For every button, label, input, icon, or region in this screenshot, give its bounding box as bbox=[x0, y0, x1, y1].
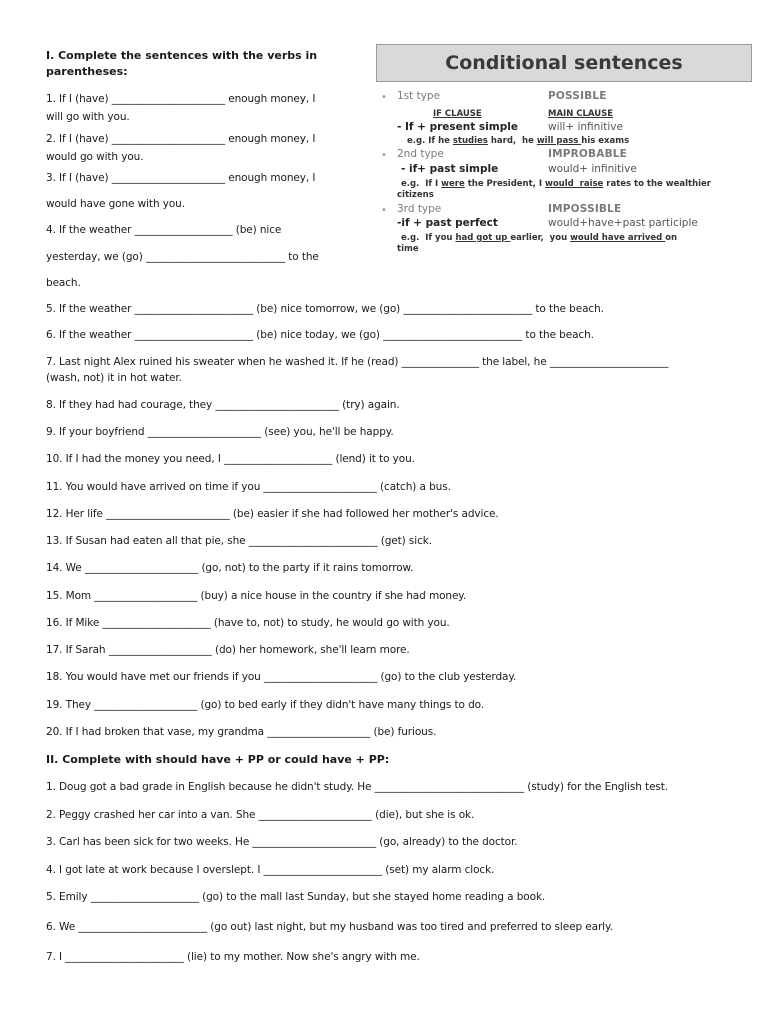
if-clause-header: IF CLAUSE bbox=[433, 109, 482, 119]
exercise-line: 7. Last night Alex ruined his sweater when he washed it. If he (read) _______________ the label, he _______________________ bbox=[46, 356, 669, 368]
third-type-label: 3rd type bbox=[397, 203, 442, 215]
bullet-icon: • bbox=[381, 150, 387, 161]
exercise-line: 12. Her life ________________________ (be) easier if she had followed her mother's advice. bbox=[46, 508, 499, 520]
exercise-line: 6. If the weather _______________________ (be) nice today, we (go) ___________________________ to the beach. bbox=[46, 329, 594, 341]
main-clause-header: MAIN CLAUSE bbox=[548, 109, 614, 119]
exercise-line: 5. Emily _____________________ (go) to the mall last Sunday, but she stayed home reading a book. bbox=[46, 891, 546, 903]
first-type-result: will+ infinitive bbox=[548, 121, 623, 133]
third-type-result: would+have+past participle bbox=[548, 217, 698, 229]
exercise-line: 8. If they had had courage, they ________________________ (try) again. bbox=[46, 399, 400, 411]
second-type-label: 2nd type bbox=[397, 148, 444, 160]
exercise-line: 2. Peggy crashed her car into a van. She ______________________ (die), but she is ok. bbox=[46, 809, 475, 821]
second-type-result: would+ infinitive bbox=[548, 163, 637, 175]
second-type-example: e.g. If I were the President, I would raise rates to the wealthier bbox=[401, 179, 711, 189]
exercise-line: beach. bbox=[46, 277, 81, 289]
exercise-line: 5. If the weather _______________________ (be) nice tomorrow, we (go) _________________________ to the beach. bbox=[46, 303, 604, 315]
exercise-line: 17. If Sarah ____________________ (do) her homework, she'll learn more. bbox=[46, 644, 410, 656]
exercise-line: 1. Doug got a bad grade in English because he didn't study. He _____________________________ (study) for the English test. bbox=[46, 781, 669, 793]
section-2-heading: II. Complete with should have + PP or could have + PP: bbox=[46, 753, 390, 766]
third-type-example: e.g. If you had got up earlier, you would have arrived on bbox=[401, 233, 678, 243]
exercise-line: will go with you. bbox=[46, 111, 130, 123]
second-type-example-cont: citizens bbox=[397, 190, 434, 200]
grammar-title-box bbox=[376, 44, 752, 82]
third-type-rule: -if + past perfect bbox=[397, 217, 498, 229]
exercise-line: 6. We _________________________ (go out) last night, but my husband was too tired and preferred to sleep early. bbox=[46, 921, 613, 933]
exercise-line: 20. If I had broken that vase, my grandma ____________________ (be) furious. bbox=[46, 726, 437, 738]
third-type-example-cont: time bbox=[397, 244, 419, 254]
exercise-line: would have gone with you. bbox=[46, 198, 185, 210]
bullet-icon: • bbox=[381, 92, 387, 103]
exercise-line: 9. If your boyfriend ______________________ (see) you, he'll be happy. bbox=[46, 426, 394, 438]
exercise-line: 3. Carl has been sick for two weeks. He ________________________ (go, already) to the doctor. bbox=[46, 836, 518, 848]
third-type-category: IMPOSSIBLE bbox=[548, 203, 622, 215]
exercise-line: 4. I got late at work because I overslept. I _______________________ (set) my alarm clock. bbox=[46, 864, 495, 876]
first-type-example: e.g. If he studies hard, he will pass his exams bbox=[407, 136, 630, 146]
exercise-line: 1. If I (have) ______________________ enough money, I bbox=[46, 93, 316, 105]
exercise-line: 11. You would have arrived on time if you ______________________ (catch) a bus. bbox=[46, 481, 451, 493]
first-type-category: POSSIBLE bbox=[548, 90, 607, 102]
exercise-line: 7. I _______________________ (lie) to my mother. Now she's angry with me. bbox=[46, 951, 420, 963]
exercise-line: 19. They ____________________ (go) to bed early if they didn't have many things to do. bbox=[46, 699, 485, 711]
exercise-line: 15. Mom ____________________ (buy) a nice house in the country if she had money. bbox=[46, 590, 467, 602]
exercise-line: (wash, not) it in hot water. bbox=[46, 372, 182, 384]
section-1-heading-line-1: I. Complete the sentences with the verbs in bbox=[46, 49, 318, 62]
exercise-line: 3. If I (have) ______________________ enough money, I bbox=[46, 172, 316, 184]
exercise-line: 16. If Mike _____________________ (have to, not) to study, he would go with you. bbox=[46, 617, 450, 629]
exercise-line: 10. If I had the money you need, I _____________________ (lend) it to you. bbox=[46, 453, 415, 465]
exercise-line: 13. If Susan had eaten all that pie, she _________________________ (get) sick. bbox=[46, 535, 432, 547]
first-type-label: 1st type bbox=[397, 90, 441, 102]
second-type-rule: - if+ past simple bbox=[401, 163, 499, 175]
exercise-line: yesterday, we (go) ___________________________ to the bbox=[46, 251, 319, 263]
exercise-line: would go with you. bbox=[46, 151, 144, 163]
exercise-line: 4. If the weather ___________________ (be) nice bbox=[46, 224, 282, 236]
exercise-line: 18. You would have met our friends if you ______________________ (go) to the club yesterday. bbox=[46, 671, 517, 683]
exercise-line: 2. If I (have) ______________________ enough money, I bbox=[46, 133, 316, 145]
exercise-line: 14. We ______________________ (go, not) to the party if it rains tomorrow. bbox=[46, 562, 414, 574]
first-type-rule: - If + present simple bbox=[397, 121, 518, 133]
bullet-icon: • bbox=[381, 205, 387, 216]
section-1-heading-line-2: parentheses: bbox=[46, 65, 128, 78]
grammar-title: Conditional sentences bbox=[445, 52, 683, 74]
second-type-category: IMPROBABLE bbox=[548, 148, 628, 160]
